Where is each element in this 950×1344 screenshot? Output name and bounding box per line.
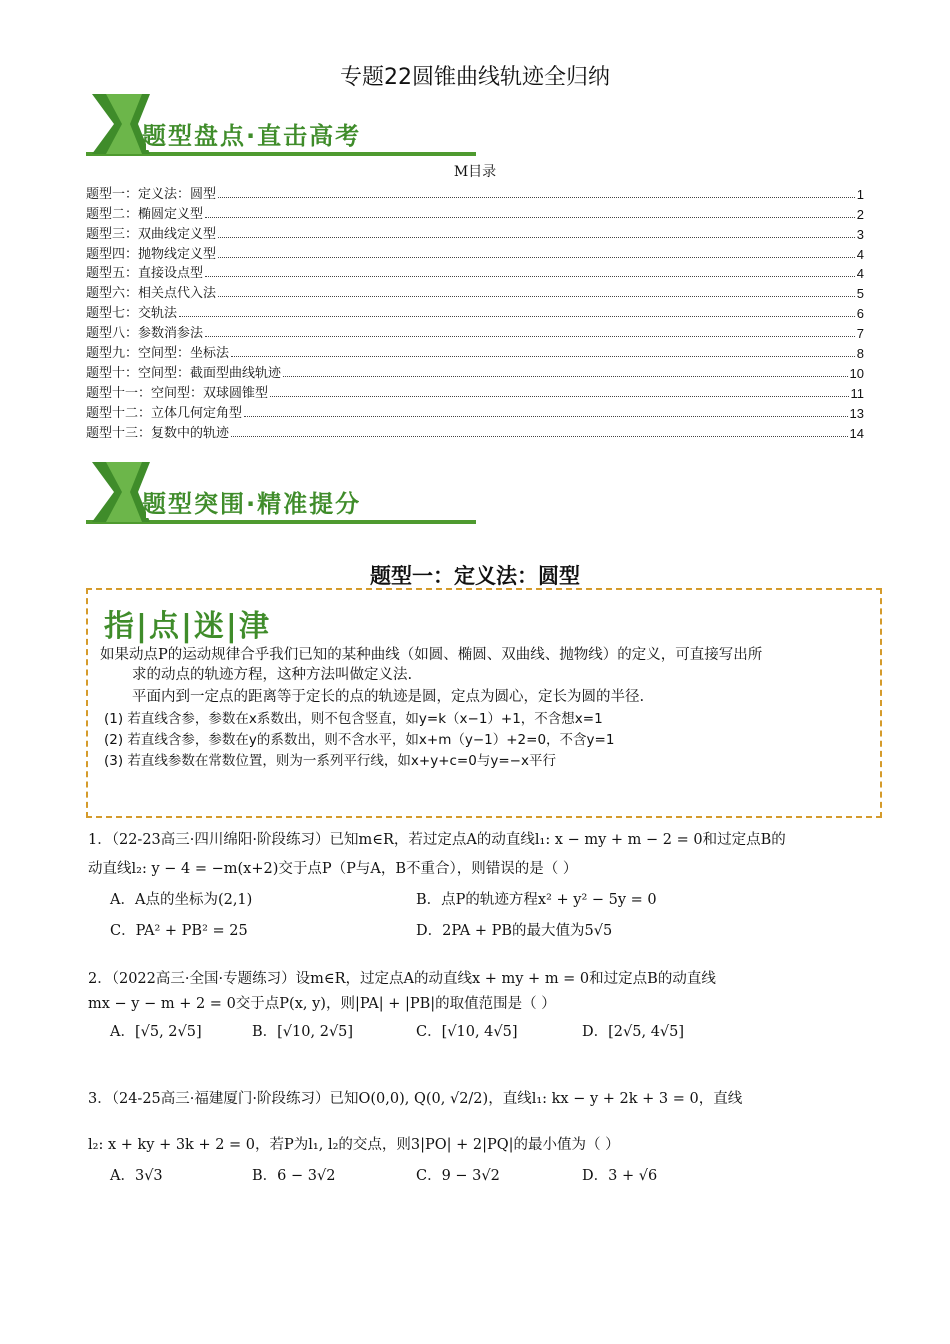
question-2-option-c[interactable]: C．[√10, 4√5] bbox=[416, 1024, 518, 1040]
section-title: 题型一：定义法：圆型 bbox=[370, 564, 580, 588]
question-3-line-2: l₂: x + ky + 3k + 2 = 0，若P为l₁, l₂的交点，则3|PO| + 2|PQ|的最小值为（ ） bbox=[88, 1137, 620, 1153]
banner-text-practice: 题型突围·精准提分 bbox=[142, 490, 362, 518]
tip-line: 求的动点的轨迹方程，这种方法叫做定义法. bbox=[132, 667, 413, 683]
toc-item[interactable] bbox=[86, 281, 864, 301]
toc-leader bbox=[205, 276, 855, 277]
toc-item-page: 3 bbox=[856, 226, 864, 242]
toc-item[interactable] bbox=[86, 242, 864, 262]
toc-item[interactable] bbox=[86, 202, 864, 222]
toc-heading: M目录 bbox=[453, 164, 497, 180]
toc-item-page: 14 bbox=[849, 425, 864, 441]
toc-leader bbox=[283, 376, 848, 377]
document-title: 专题22圆锥曲线轨迹全归纳 bbox=[340, 65, 610, 90]
toc-leader bbox=[205, 336, 855, 337]
banner-text-overview: 题型盘点·直击高考 bbox=[142, 122, 362, 150]
toc-item-label: 题型七：交轨法 bbox=[86, 305, 178, 321]
toc-leader bbox=[270, 396, 848, 397]
question-2-line-2: mx − y − m + 2 = 0交于点P(x, y)，则|PA| + |PB|的取值范围是（ ） bbox=[88, 996, 556, 1012]
tip-line: 平面内到一定点的距离等于定长的点的轨迹是圆，定点为圆心，定长为圆的半径. bbox=[132, 689, 645, 705]
toc-item[interactable] bbox=[86, 222, 864, 242]
question-1-option-b[interactable]: B．点P的轨迹方程x² + y² − 5y = 0 bbox=[416, 892, 657, 908]
toc-item-page: 2 bbox=[856, 206, 864, 222]
toc-leader bbox=[218, 197, 855, 198]
toc-item-label: 题型九：空间型：坐标法 bbox=[86, 345, 230, 361]
toc-item-page: 13 bbox=[849, 405, 864, 421]
question-3-option-b[interactable]: B．6 − 3√2 bbox=[252, 1168, 336, 1184]
question-2-option-a[interactable]: A．[√5, 2√5] bbox=[110, 1024, 202, 1040]
question-1-option-d[interactable]: D．2PA + PB的最大值为5√5 bbox=[416, 923, 613, 939]
toc-item-label: 题型十二：立体几何定角型 bbox=[86, 404, 243, 420]
toc-item[interactable] bbox=[86, 262, 864, 282]
question-3-option-c[interactable]: C．9 − 3√2 bbox=[416, 1168, 500, 1184]
tip-rule: (2) 若直线含参，参数在y的系数出，则不含水平，如x+m（y−1）+2=0，不含y=1 bbox=[104, 732, 615, 748]
tip-rule: (3) 若直线参数在常数位置，则为一系列平行线，如x+y+c=0与y=−x平行 bbox=[104, 753, 556, 769]
toc-leader bbox=[179, 316, 855, 317]
toc-item[interactable] bbox=[86, 421, 864, 441]
tip-line: 如果动点P的运动规律合乎我们已知的某种曲线（如圆、椭圆、双曲线、抛物线）的定义，可直接写出所 bbox=[100, 647, 763, 663]
tip-rule: (1) 若直线含参，参数在x系数出，则不包含竖直，如y=k（x−1）+1，不含想x=1 bbox=[104, 711, 603, 727]
toc-leader bbox=[231, 356, 855, 357]
toc-item[interactable] bbox=[86, 361, 864, 381]
toc-leader bbox=[218, 296, 855, 297]
question-2-option-b[interactable]: B．[√10, 2√5] bbox=[252, 1024, 354, 1040]
question-1-line-2: 动直线l₂: y − 4 = −m(x+2)交于点P（P与A，B不重合），则错误的是（ ） bbox=[88, 861, 578, 877]
question-2-line-1: 2．（2022高三·全国·专题练习）设m∈R，过定点A的动直线x + my + m = 0和过定点B的动直线 bbox=[88, 971, 716, 987]
question-3-option-d[interactable]: D．3 + √6 bbox=[582, 1168, 658, 1184]
toc-item-label: 题型二：椭圆定义型 bbox=[86, 205, 204, 221]
question-3-line-1: 3．（24-25高三·福建厦门·阶段练习）已知O(0,0), Q(0, √2/2)，直线l₁: kx − y + 2k + 3 = 0，直线 bbox=[88, 1091, 743, 1107]
toc-item[interactable] bbox=[86, 381, 864, 401]
toc-leader bbox=[205, 217, 855, 218]
toc-item[interactable] bbox=[86, 341, 864, 361]
question-3-option-a[interactable]: A．3√3 bbox=[110, 1168, 163, 1184]
toc-item-page: 4 bbox=[856, 266, 864, 282]
toc-item-label: 题型五：直接设点型 bbox=[86, 265, 204, 281]
toc-item-label: 题型三：双曲线定义型 bbox=[86, 225, 217, 241]
toc-item-label: 题型一：定义法：圆型 bbox=[86, 185, 217, 201]
toc-item-label: 题型八：参数消参法 bbox=[86, 325, 204, 341]
question-1-option-c[interactable]: C．PA² + PB² = 25 bbox=[110, 923, 248, 939]
toc-item-label: 题型十三：复数中的轨迹 bbox=[86, 424, 230, 440]
toc-item-page: 11 bbox=[850, 385, 864, 401]
toc-item[interactable] bbox=[86, 301, 864, 321]
toc-item-label: 题型四：抛物线定义型 bbox=[86, 245, 217, 261]
toc-leader bbox=[231, 436, 848, 437]
toc-item-page: 4 bbox=[856, 246, 864, 262]
section-banner-practice bbox=[86, 462, 478, 528]
toc-item-page: 6 bbox=[856, 306, 864, 322]
toc-item-label: 题型十一：空间型：双球圆锥型 bbox=[86, 384, 269, 400]
toc-item-label: 题型六：相关点代入法 bbox=[86, 285, 217, 301]
table-of-contents bbox=[86, 182, 864, 441]
toc-item-page: 8 bbox=[856, 346, 864, 362]
toc-item[interactable] bbox=[86, 321, 864, 341]
toc-item-page: 1 bbox=[856, 186, 864, 202]
toc-item[interactable] bbox=[86, 401, 864, 421]
question-1-option-a[interactable]: A．A点的坐标为(2,1) bbox=[110, 892, 253, 908]
toc-leader bbox=[244, 416, 848, 417]
section-banner-overview bbox=[86, 94, 478, 160]
tip-heading: 指|点|迷|津 bbox=[104, 609, 271, 644]
toc-item[interactable] bbox=[86, 182, 864, 202]
toc-item-label: 题型十：空间型：截面型曲线轨迹 bbox=[86, 364, 282, 380]
toc-leader bbox=[218, 257, 855, 258]
toc-item-page: 7 bbox=[856, 326, 864, 342]
toc-leader bbox=[218, 237, 855, 238]
question-1-line-1: 1．（22-23高三·四川绵阳·阶段练习）已知m∈R，若过定点A的动直线l₁: x − my + m − 2 = 0和过定点B的 bbox=[88, 832, 786, 848]
question-2-option-d[interactable]: D．[2√5, 4√5] bbox=[582, 1024, 685, 1040]
toc-item-page: 5 bbox=[856, 286, 864, 302]
toc-item-page: 10 bbox=[849, 365, 864, 381]
